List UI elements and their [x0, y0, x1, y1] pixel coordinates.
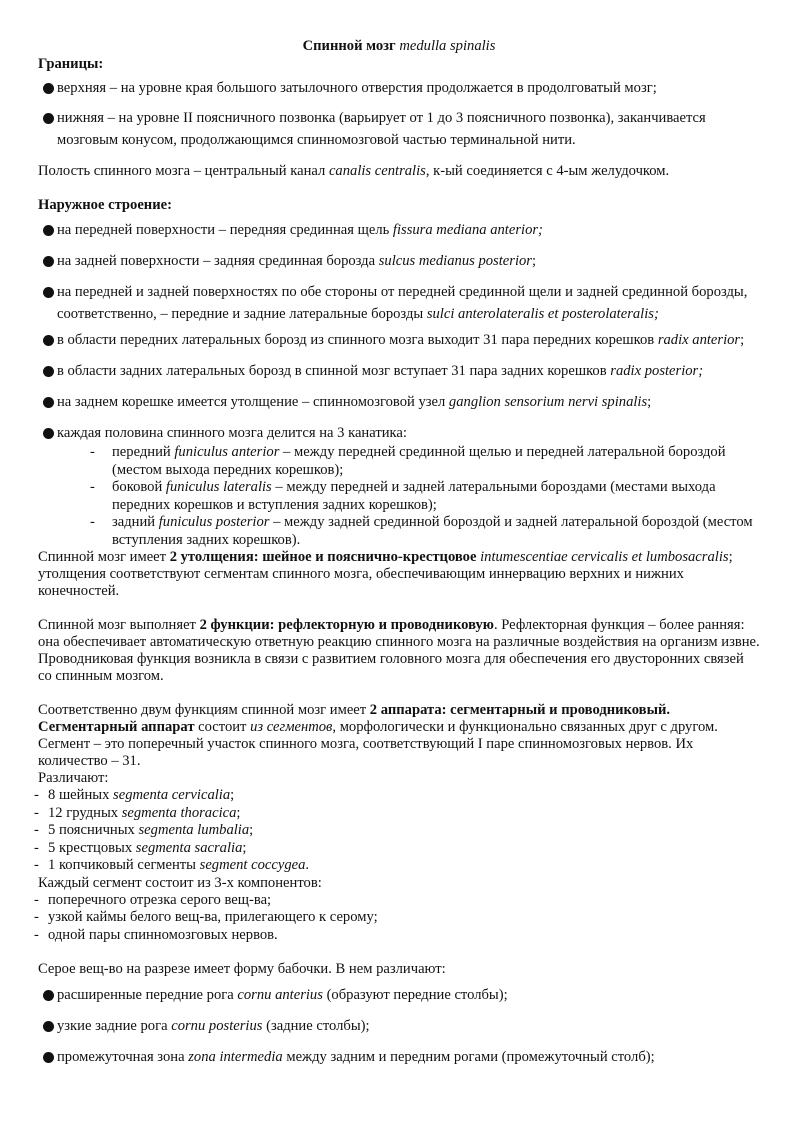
segments-list	[38, 787, 760, 875]
bullet-icon	[43, 287, 54, 298]
apparatus-paragraph: Соответственно двум функциям спинной мозг имеет 2 аппарата: сегментарный и проводниковый. Сегментарный аппарат состоит из сегментов, морфологически и функционально связанных друг с другом. Сегмент – это поперечный участок спинного мозга, соответствующий I паре спинномозговых нервов. Их количество – 31.	[38, 702, 718, 769]
document-page	[38, 38, 760, 1068]
boundaries-heading: Границы:	[38, 56, 104, 72]
bullet-item: каждая половина спинного мозга делится на 3 канатика:	[38, 422, 760, 444]
cavity-paragraph: Полость спинного мозга – центральный канал canalis centralis, к-ый соединяется с 4-ым желудочком.	[38, 163, 670, 179]
bullet-icon	[43, 428, 54, 439]
bullet-icon	[43, 990, 54, 1001]
functions-paragraph: Спинной мозг выполняет 2 функции: рефлекторную и проводниковую. Рефлекторная функция – более ранняя: она обеспечивает автоматическую ответную реакцию спинного мозга на различные воздействия на организм извне. Проводниковая функция возникла в связи с развитием головного мозга для обеспечения его двусторонних связей со спинным мозгом.	[38, 617, 760, 684]
bullet-icon	[43, 225, 54, 236]
bullet-item: на заднем корешке имеется утолщение – спинномозговой узел ganglion sensorium nervi spinalis;	[38, 391, 760, 413]
components-list	[38, 892, 760, 945]
bullet-item: промежуточная зона zona intermedia между задним и передним рогами (промежуточный столб);	[38, 1046, 760, 1068]
list-item: - одной пары спинномозговых нервов.	[38, 927, 760, 945]
bullet-icon	[43, 256, 54, 267]
bullet-icon	[43, 335, 54, 346]
components-intro: Каждый сегмент состоит из 3-х компонентов:	[38, 874, 322, 891]
bullet-item: на передней и задней поверхностях по обе стороны от передней срединной щели и задней срединной борозды, соответственно, – передние и задние латеральные борозды sulci anterolateralis et posterolateralis;	[38, 281, 760, 325]
bullet-item: узкие задние рога cornu posterius (задние столбы);	[38, 1015, 760, 1037]
bullet-icon	[43, 397, 54, 408]
list-item: - 1 копчиковый сегменты segment coccygea.	[38, 857, 760, 875]
list-item: - боковой funiculus lateralis – между передней и задней латеральными бороздами (местами выхода передних корешков и вступления задних корешков);	[90, 479, 760, 514]
list-item: - поперечного отрезка серого вещ-ва;	[38, 892, 760, 910]
bullet-item: на задней поверхности – задняя срединная борозда sulcus medianus posterior;	[38, 250, 760, 272]
bullet-item: в области задних латеральных борозд в спинной мозг вступает 31 пара задних корешков radix posterior;	[38, 360, 760, 382]
bullet-icon	[43, 83, 54, 94]
bullet-icon	[43, 1021, 54, 1032]
bullet-icon	[43, 113, 54, 124]
bullet-icon	[43, 366, 54, 377]
bullet-item: в области передних латеральных борозд из спинного мозга выходит 31 пара передних корешков radix anterior;	[38, 329, 760, 351]
thickenings-paragraph: Спинной мозг имеет 2 утолщения: шейное и пояснично-крестцовое intumescentiae cervicalis et lumbosacralis; утолщения соответствуют сегментам спинного мозга, обеспечивающим иннервацию верхних и нижних конечностей.	[38, 549, 733, 599]
list-item: - 8 шейных segmenta cervicalia;	[38, 787, 760, 805]
gray-intro: Серое вещ-во на разрезе имеет форму бабочки. В нем различают:	[38, 961, 446, 977]
list-item: - передний funiculus anterior – между передней срединной щелью и передней латеральной бороздой (местом выхода передних корешков);	[90, 444, 760, 479]
distinguish-label: Различают:	[38, 770, 109, 786]
bullet-item: на передней поверхности – передняя срединная щель fissura mediana anterior;	[38, 219, 760, 241]
list-item: - узкой каймы белого вещ-ва, прилегающего к серому;	[38, 909, 760, 927]
bullet-item: нижняя – на уровне II поясничного позвонка (варьирует от 1 до 3 поясничного позвонка), заканчивается мозговым конусом, продолжающимся спинномозговой частью терминальной нити.	[38, 107, 760, 151]
external-heading: Наружное строение:	[38, 197, 172, 213]
bullet-item: верхняя – на уровне края большого затылочного отверстия продолжается в продолговатый мозг;	[38, 77, 760, 99]
list-item: - 5 поясничных segmenta lumbalia;	[38, 822, 760, 840]
list-item: - 5 крестцовых segmenta sacralia;	[38, 840, 760, 858]
document-title: Спинной мозг medulla spinalis	[302, 38, 496, 54]
list-item: - 12 грудных segmenta thoracica;	[38, 805, 760, 823]
list-item: - задний funiculus posterior – между задней срединной бороздой и задней латеральной бороздой (местом вступления задних корешков).	[90, 514, 760, 549]
funiculi-list	[38, 444, 760, 549]
bullet-icon	[43, 1052, 54, 1063]
bullet-item: расширенные передние рога cornu anterius (образуют передние столбы);	[38, 984, 760, 1006]
